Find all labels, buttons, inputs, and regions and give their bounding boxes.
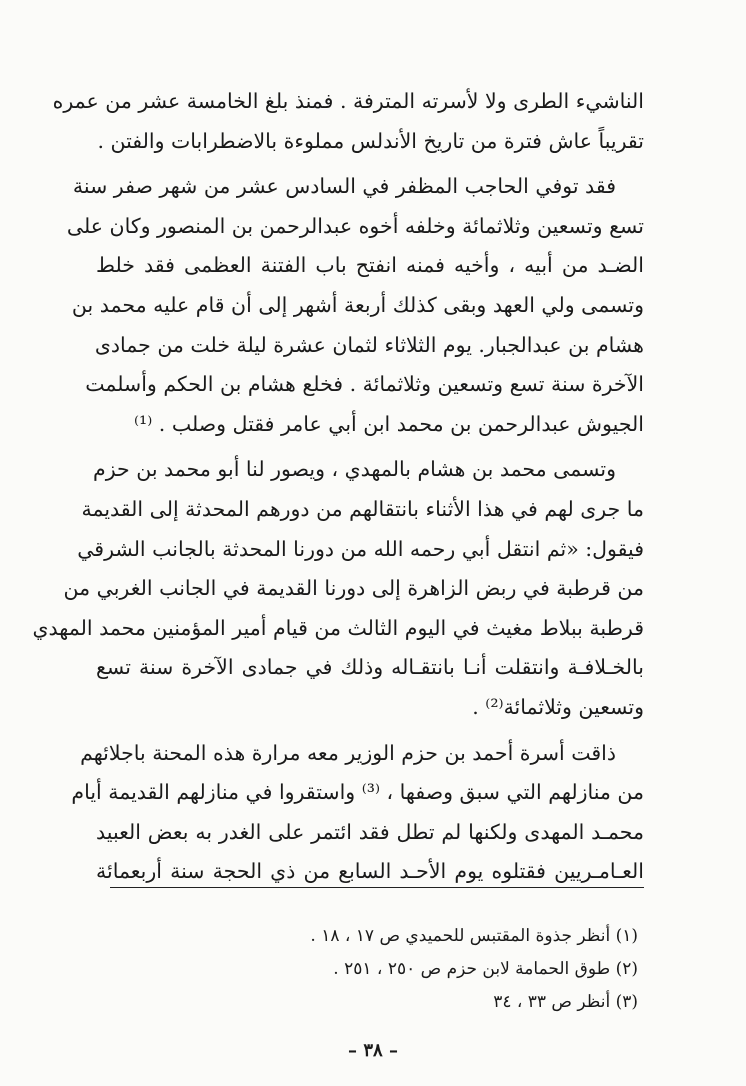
text-line: وتسمى ولي العهد وبقى كذلك أربعة أشهر إلى أن قام عليه محمد بن bbox=[71, 292, 644, 317]
footnote-1: (١) أنظر جذوة المقتبس للحميدي ص ١٧ ، ١٨ . bbox=[310, 926, 638, 946]
text-line: من قرطبة في ربض الزاهرة إلى دورنا القديمة في الجانب الغربي من bbox=[63, 576, 644, 601]
text-line: من منازلهم التي سبق وصفها ، ⁽³⁾ واستقروا في منازلهم القديمة أيام bbox=[71, 780, 644, 805]
text-line: بالخـلافـة وانتقلت أنـا بانتقـاله وذلك في جمادى الآخرة سنة تسع bbox=[96, 655, 644, 680]
footnote-separator bbox=[110, 887, 644, 888]
text-line: محمـد المهدى ولكنها لم تطل فقد ائتمر على الغدر به بعض العبيد bbox=[96, 819, 644, 844]
text-line: فيقول: «ثم انتقل أبي رحمه الله من دورنا المحدثة بالجانب الشرقي bbox=[77, 536, 644, 561]
text-line: قرطبة ببلاط مغيث في اليوم الثالث من قيام أمير المؤمنين محمد المهدي bbox=[32, 615, 644, 640]
text-line: وتسمى محمد بن هشام بالمهدي ، ويصور لنا أبو محمد بن حزم bbox=[93, 457, 616, 482]
footnote-3: (٣) أنظر ص ٣٣ ، ٣٤ bbox=[493, 992, 638, 1012]
footnotes bbox=[118, 920, 638, 1019]
text-line: وتسعين وثلاثمائة⁽²⁾ . bbox=[472, 694, 644, 719]
paragraph bbox=[52, 82, 644, 161]
text-line: هشام بن عبدالجبار. يوم الثلاثاء لثمان عشرة ليلة خلت من جمادى bbox=[94, 332, 644, 357]
text-line: ما جرى لهم في هذا الأثناء بانتقالهم من دورهم المحدثة إلى القديمة bbox=[81, 496, 644, 521]
text-line: تقريباً عاش فترة من تاريخ الأندلس مملوءة بالاضطرابات والفتن . bbox=[97, 128, 644, 153]
page-number: – ٣٨ – bbox=[348, 1040, 398, 1061]
paragraph bbox=[66, 167, 644, 444]
paragraph bbox=[32, 450, 644, 727]
body-text bbox=[32, 82, 644, 892]
text-line: الجيوش عبدالرحمن بن محمد ابن أبي عامر فقتل وصلب . ⁽¹⁾ bbox=[133, 411, 644, 436]
text-line: الناشيء الطرى ولا لأسرته المترفة . فمنذ بلغ الخامسة عشر من عمره bbox=[52, 89, 644, 113]
text-line: العـامـريين فقتلوه يوم الأحـد السابع من ذي الحجة سنة أربعمائة bbox=[96, 859, 644, 884]
text-line: فقد توفي الحاجب المظفر في السادس عشر من شهر صفر سنة bbox=[72, 174, 616, 199]
text-line: الضـد من أبيه ، وأخيه فمنه انفتح باب الفتنة العظمى فقد خلط bbox=[96, 253, 644, 278]
text-line: تسع وتسعين وثلاثمائة وخلفه أخوه عبدالرحمن بن المنصور وكان على bbox=[66, 213, 644, 238]
footnote-2: (٢) طوق الحمامة لابن حزم ص ٢٥٠ ، ٢٥١ . bbox=[333, 959, 638, 979]
text-line: ذاقت أسرة أحمد بن حزم الوزير معه مرارة هذه المحنة باجلائهم bbox=[80, 740, 616, 765]
paragraph bbox=[71, 734, 644, 892]
text-line: الآخرة سنة تسع وتسعين وثلاثمائة . فخلع هشام بن الحكم وأسلمت bbox=[85, 372, 644, 397]
